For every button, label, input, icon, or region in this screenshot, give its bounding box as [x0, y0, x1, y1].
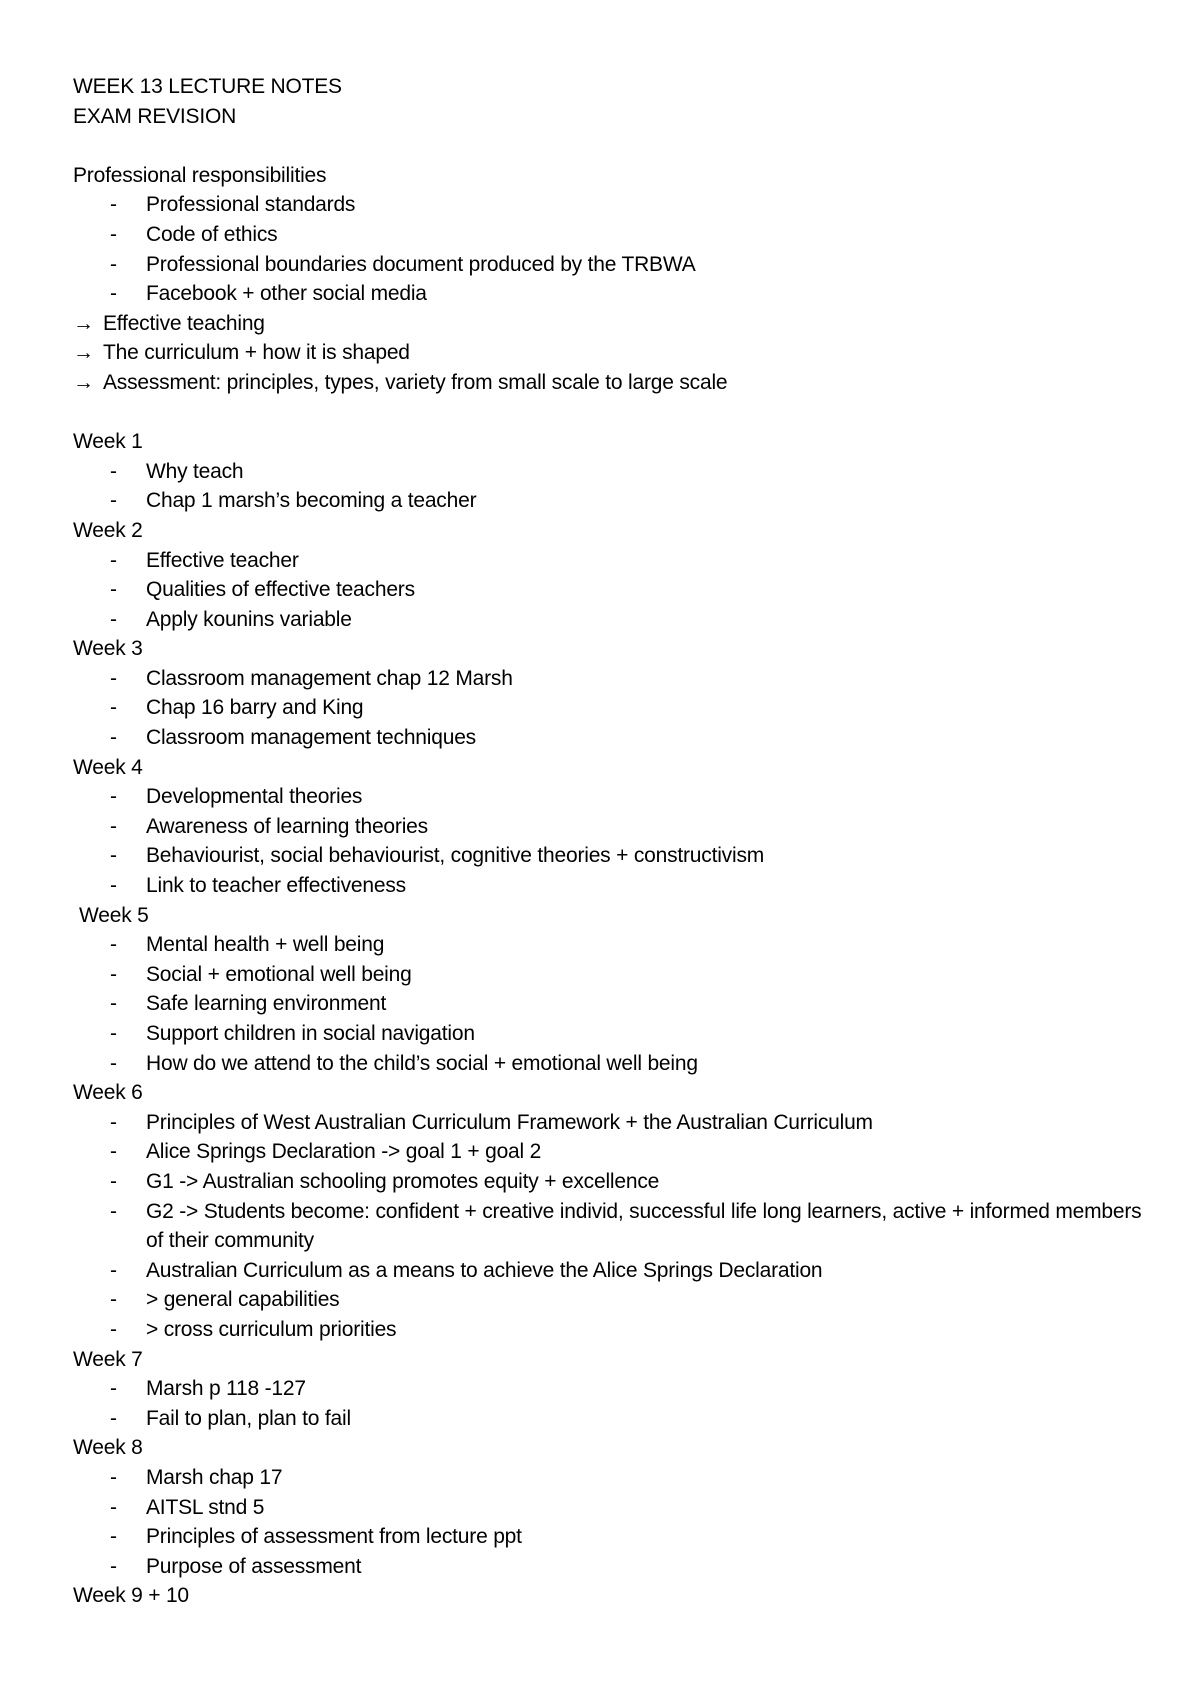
bullet-dash: - — [110, 1377, 117, 1401]
list-item — [73, 812, 1153, 842]
list-item-text: > cross curriculum priorities — [146, 1317, 397, 1341]
arrow-item-text: Assessment: principles, types, variety from small scale to large scale — [103, 370, 728, 394]
bullet-dash: - — [110, 489, 117, 513]
list-item-text: Facebook + other social media — [146, 282, 427, 306]
list-item-text: Why teach — [146, 459, 244, 483]
bullet-dash: - — [110, 282, 117, 306]
bullet-dash: - — [110, 1406, 117, 1430]
list-item — [73, 960, 1153, 990]
bullet-dash: - — [110, 933, 117, 957]
list-item-text: Marsh p 118 -127 — [146, 1377, 306, 1401]
list-item-text: Australian Curriculum as a means to achieve the Alice Springs Declaration — [146, 1258, 823, 1282]
list-item-text: AITSL stnd 5 — [146, 1495, 265, 1519]
list-item — [73, 1374, 1153, 1404]
list-item-text: Support children in social navigation — [146, 1022, 475, 1045]
list-item-text: Professional standards — [146, 193, 356, 217]
list-item-text: Classroom management techniques — [146, 726, 476, 750]
bullet-dash: - — [110, 607, 117, 631]
list-item — [73, 486, 1153, 516]
list-item — [73, 871, 1153, 901]
document-page — [73, 72, 1153, 1611]
week-heading: Week 1 — [73, 430, 143, 454]
list-item-text: Mental health + well being — [146, 933, 385, 957]
week-section — [73, 516, 1153, 634]
week-section — [73, 1433, 1153, 1581]
list-item-text: How do we attend to the child’s social + emotional well being — [146, 1051, 698, 1075]
list-item-text: Principles of West Australian Curriculum Framework + the Australian Curriculum — [146, 1110, 873, 1134]
list-item-text: Classroom management chap 12 Marsh — [146, 666, 513, 690]
list-item-text: Qualities of effective teachers — [146, 578, 415, 602]
blank-line — [73, 398, 1153, 428]
list-item — [73, 1404, 1153, 1434]
list-item-text: Apply kounins variable — [146, 607, 352, 631]
bullet-dash: - — [110, 814, 117, 838]
list-item — [73, 664, 1153, 694]
bullet-dash: - — [110, 1554, 117, 1578]
list-item-text: Marsh chap 17 — [146, 1465, 283, 1489]
list-item — [73, 1167, 1153, 1197]
list-item — [73, 930, 1153, 960]
arrow-right-icon: → — [73, 311, 94, 335]
list-item — [73, 1197, 1153, 1256]
list-item-text: Chap 1 marsh’s becoming a teacher — [146, 489, 477, 513]
list-item-text: Safe learning environment — [146, 992, 387, 1016]
list-item-text: Principles of assessment from lecture ppt — [146, 1525, 522, 1549]
bullet-dash: - — [110, 1051, 117, 1075]
week-heading: Week 4 — [73, 755, 143, 779]
bullet-dash: - — [110, 666, 117, 690]
list-item — [73, 1522, 1153, 1552]
bullet-dash: - — [110, 962, 117, 986]
list-item — [73, 1285, 1153, 1315]
list-item — [73, 1493, 1153, 1523]
bullet-dash: - — [110, 548, 117, 572]
bullet-dash: - — [110, 696, 117, 720]
bullet-dash: - — [110, 1288, 117, 1312]
arrow-item — [73, 309, 1153, 339]
list-item-text: Fail to plan, plan to fail — [146, 1406, 351, 1430]
week-heading: Week 6 — [73, 1081, 143, 1105]
arrow-item-text: Effective teaching — [103, 311, 265, 335]
weeks-list — [73, 427, 1153, 1611]
list-item — [73, 841, 1153, 871]
week-section — [73, 1581, 1153, 1611]
list-item — [73, 546, 1153, 576]
list-item — [73, 1137, 1153, 1167]
professional-list — [73, 190, 1153, 308]
week-heading: Week 3 — [73, 637, 143, 661]
list-item-text: Chap 16 barry and King — [146, 696, 364, 720]
bullet-dash: - — [110, 785, 117, 809]
list-item-text: Awareness of learning theories — [146, 814, 428, 838]
arrow-item-text: The curriculum + how it is shaped — [103, 341, 410, 365]
week-section — [73, 901, 1153, 1079]
bullet-dash: - — [110, 1110, 117, 1134]
list-item — [73, 190, 1153, 220]
list-item-text: Developmental theories — [146, 785, 363, 809]
list-item — [73, 457, 1153, 487]
bullet-dash: - — [110, 1465, 117, 1489]
list-item-text: Behaviourist, social behaviourist, cognitive theories + constructivism — [146, 844, 765, 868]
list-item-text: > general capabilities — [146, 1288, 340, 1312]
week-heading: Week 9 + 10 — [73, 1584, 189, 1608]
list-item — [73, 279, 1153, 309]
week-section — [73, 427, 1153, 516]
week-section — [73, 634, 1153, 752]
bullet-dash: - — [110, 1199, 117, 1223]
bullet-dash: - — [110, 1258, 117, 1282]
list-item — [73, 693, 1153, 723]
week-heading: Week 5 — [79, 903, 149, 927]
week-section — [73, 1078, 1153, 1344]
week-section — [73, 753, 1153, 901]
list-item-text: Link to teacher effectiveness — [146, 874, 406, 898]
list-item — [73, 1552, 1153, 1582]
week-heading: Week 8 — [73, 1436, 143, 1460]
bullet-dash: - — [110, 1495, 117, 1519]
document-subtitle: EXAM REVISION — [73, 104, 237, 128]
professional-arrow-list — [73, 309, 1153, 398]
list-item-text: Code of ethics — [146, 222, 278, 246]
bullet-dash: - — [110, 222, 117, 246]
week-heading: Week 7 — [73, 1347, 143, 1371]
bullet-dash: - — [110, 1525, 117, 1549]
arrow-item — [73, 338, 1153, 368]
section-heading-professional: Professional responsibilities — [73, 163, 327, 187]
list-item-text: Alice Springs Declaration -> goal 1 + goal 2 — [146, 1140, 542, 1164]
list-item — [73, 575, 1153, 605]
bullet-dash: - — [110, 252, 117, 276]
list-item — [73, 1108, 1153, 1138]
bullet-dash: - — [110, 1140, 117, 1164]
list-item — [73, 1019, 1153, 1049]
blank-line — [73, 131, 1153, 161]
list-item — [73, 220, 1153, 250]
list-item — [73, 605, 1153, 635]
week-section — [73, 1345, 1153, 1434]
bullet-dash: - — [110, 992, 117, 1016]
bullet-dash: - — [110, 459, 117, 483]
bullet-dash: - — [110, 874, 117, 898]
list-item — [73, 250, 1153, 280]
arrow-right-icon: → — [73, 370, 94, 394]
list-item — [73, 1256, 1153, 1286]
bullet-dash: - — [110, 844, 117, 868]
list-item-text: Professional boundaries document produced by the TRBWA — [146, 252, 696, 276]
bullet-dash: - — [110, 1022, 117, 1045]
list-item-text: Effective teacher — [146, 548, 299, 572]
list-item — [73, 723, 1153, 753]
list-item-text: G1 -> Australian schooling promotes equity + excellence — [146, 1169, 660, 1193]
list-item-text: Social + emotional well being — [146, 962, 412, 986]
bullet-dash: - — [110, 726, 117, 750]
bullet-dash: - — [110, 578, 117, 602]
arrow-item — [73, 368, 1153, 398]
bullet-dash: - — [110, 1317, 117, 1341]
list-item — [73, 989, 1153, 1019]
list-item-text: Purpose of assessment — [146, 1554, 362, 1578]
list-item — [73, 782, 1153, 812]
list-item — [73, 1049, 1153, 1079]
week-heading: Week 2 — [73, 518, 143, 542]
list-item-text: G2 -> Students become: confident + creative individ, successful life long learners, active + informed members of their community — [146, 1199, 1142, 1253]
document-title: WEEK 13 LECTURE NOTES — [73, 75, 342, 98]
list-item — [73, 1315, 1153, 1345]
arrow-right-icon: → — [73, 341, 94, 365]
bullet-dash: - — [110, 1169, 117, 1193]
list-item — [73, 1463, 1153, 1493]
bullet-dash: - — [110, 193, 117, 217]
